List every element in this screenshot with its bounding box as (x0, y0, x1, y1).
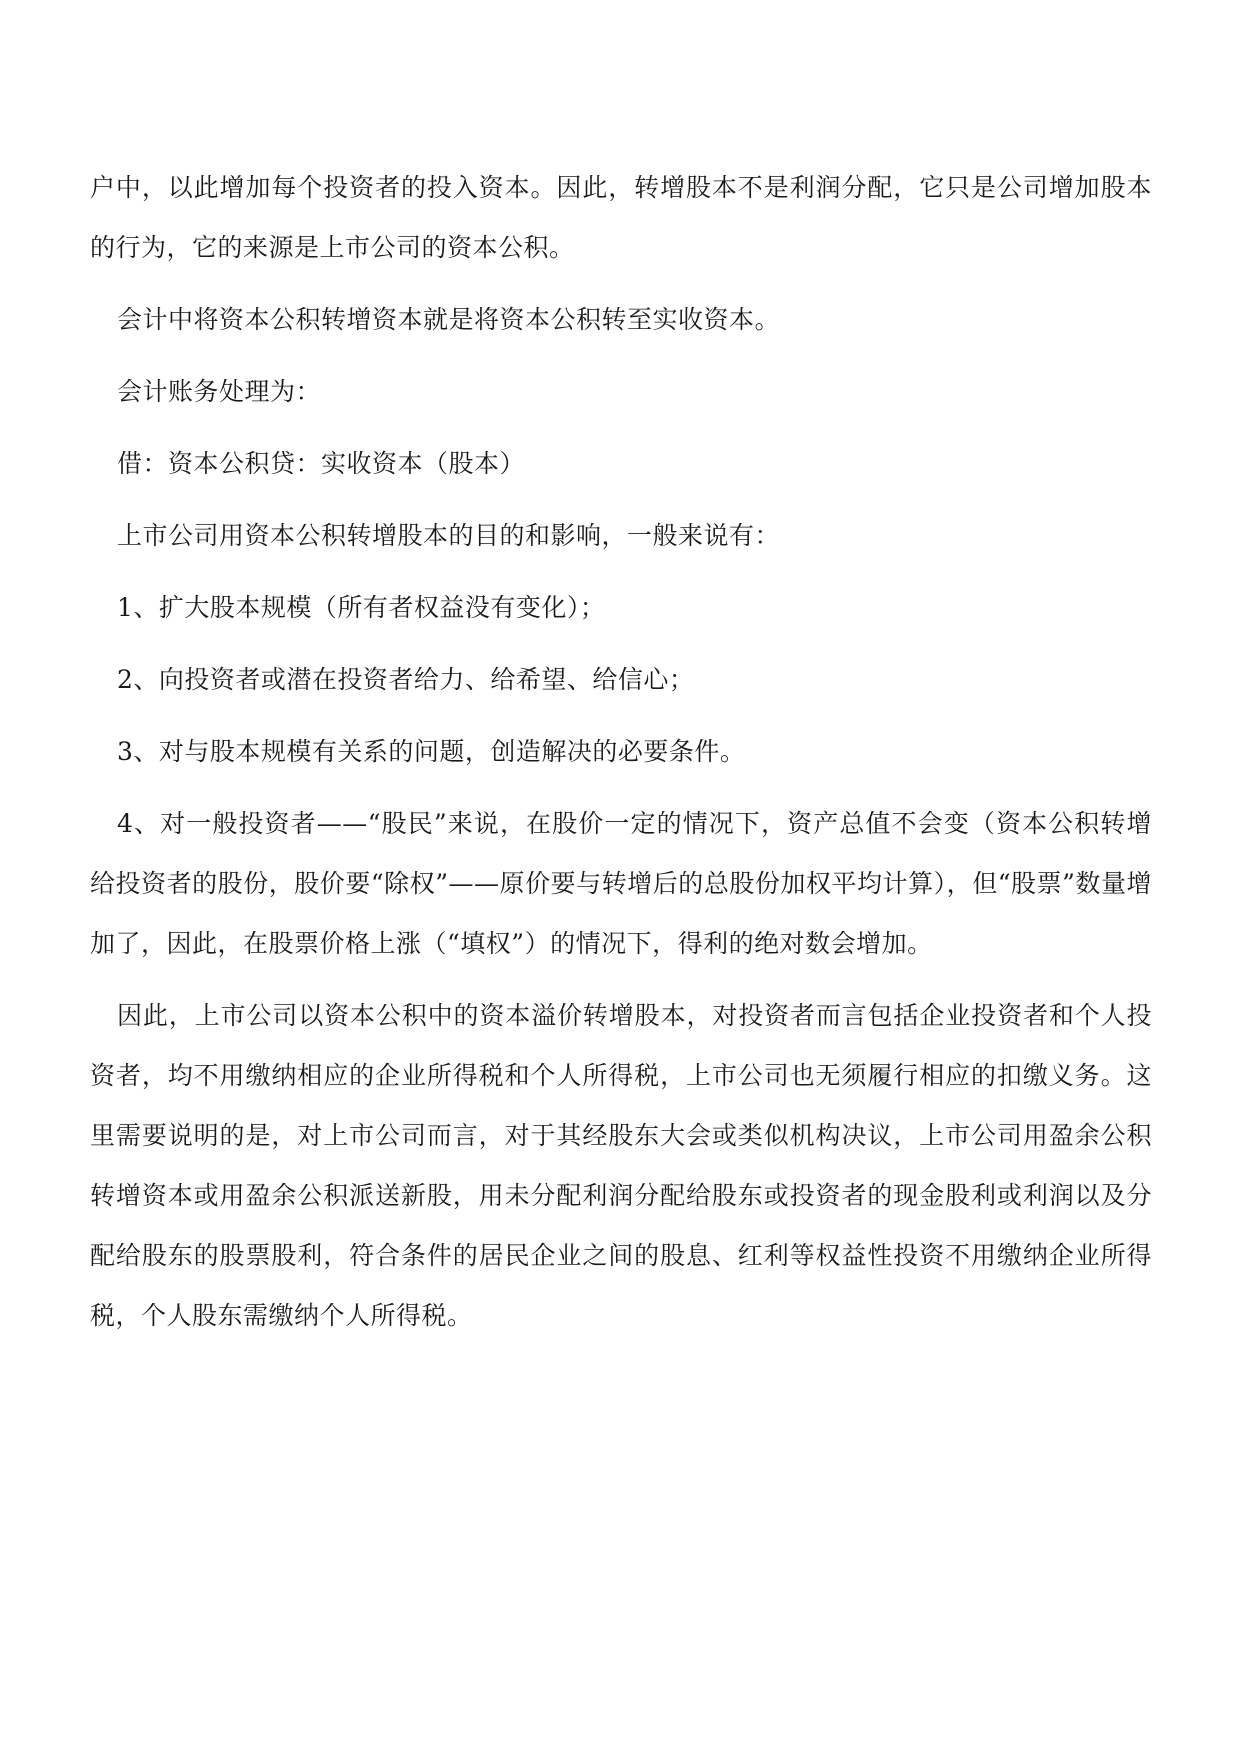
list-item-1: 1、扩大股本规模（所有者权益没有变化）； (117, 593, 606, 622)
list-item-4: 4、对一般投资者——“股民”来说，在股价一定的情况下，资产总值不会变（资本公积转增给投资者的股份，股价要“除权”——原价要与转增后的总股份加权平均计算），但“股票”数量增加了，因此，在股票价格上涨（“填权”）的情况下，得利的绝对数会增加。 (90, 809, 1152, 958)
paragraph-journal-entry: 借：资本公积贷：实收资本（股本） (117, 449, 526, 478)
paragraph-continuation: 户中，以此增加每个投资者的投入资本。因此，转增股本不是利润分配，它只是公司增加股本的行为，它的来源是上市公司的资本公积。 (90, 173, 1152, 262)
paragraph-tax-conclusion: 因此，上市公司以资本公积中的资本溢价转增股本，对投资者而言包括企业投资者和个人投资者，均不用缴纳相应的企业所得税和个人所得税，上市公司也无须履行相应的扣缴义务。这里需要说明的是，对上市公司而言，对于其经股东大会或类似机构决议，上市公司用盈余公积转增资本或用盈余公积派送新股，用未分配利润分配给股东或投资者的现金股利或利润以及分配给股东的股票股利，符合条件的居民企业之间的股息、红利等权益性投资不用缴纳企业所得税，个人股东需缴纳个人所得税。 (90, 1001, 1152, 1330)
paragraph-accounting-transfer: 会计中将资本公积转增资本就是将资本公积转至实收资本。 (117, 305, 781, 334)
document-page (90, 158, 1152, 1346)
list-item-2: 2、向投资者或潜在投资者给力、给希望、给信心； (117, 665, 695, 694)
list-item-3: 3、对与股本规模有关系的问题，创造解决的必要条件。 (117, 737, 746, 766)
paragraph-purpose-intro: 上市公司用资本公积转增股本的目的和影响，一般来说有： (117, 521, 781, 550)
paragraph-accounting-treatment: 会计账务处理为： (117, 377, 322, 406)
